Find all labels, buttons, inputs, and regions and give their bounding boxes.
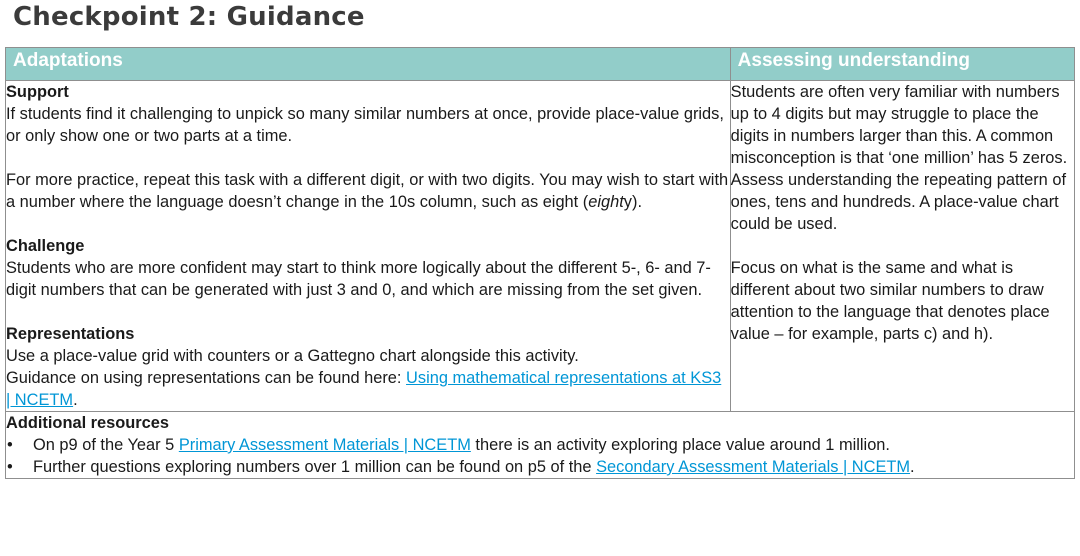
adaptations-header: Adaptations: [6, 48, 731, 81]
assessing-paragraph-2: Focus on what is the same and what is different about two similar numbers to draw attention to the language that denotes place value – for example, parts c) and h).: [730, 259, 1050, 343]
additional-resources-heading: Additional resources: [6, 414, 170, 432]
assessing-understanding-cell: [730, 81, 1074, 412]
assessing-understanding-header: Assessing understanding: [730, 48, 1074, 81]
challenge-heading: Challenge: [6, 237, 85, 255]
support-heading: Support: [6, 83, 69, 101]
representations-section: [6, 323, 730, 411]
support-p2-italic: eight: [588, 193, 624, 211]
additional-resources-cell: [6, 412, 1075, 479]
page-title: Checkpoint 2: Guidance: [13, 2, 365, 32]
representations-paragraph-2: [6, 367, 730, 411]
resource-1-text: On p9 of the Year 5: [33, 436, 179, 454]
bullet-icon: •: [7, 436, 13, 454]
challenge-paragraph: Students who are more confident may start to think more logically about the different 5-, 6- and 7-digit numbers that can be generated with just 3 and 0, and which are missing from the set given.: [6, 259, 711, 299]
content-row: [6, 81, 1075, 412]
list-item: [6, 456, 1074, 478]
header-row: [6, 48, 1075, 81]
resource-2-end: .: [910, 458, 915, 476]
resource-1-end: there is an activity exploring place value around 1 million.: [470, 436, 890, 454]
support-section: [6, 81, 730, 213]
support-paragraph-1: If students find it challenging to unpick so many similar numbers at once, provide place-value grids, or only show one or two parts at a time.: [6, 105, 724, 145]
representations-p2-text: Guidance on using representations can be found here:: [6, 369, 407, 387]
list-item: [6, 434, 1074, 456]
secondary-assessment-materials-link[interactable]: Secondary Assessment Materials | NCETM: [596, 458, 911, 476]
support-p2-text: For more practice, repeat this task with a different digit, or with two digits. You may wish to start with a number where the language doesn’t change in the 10s column, such as eight (: [6, 171, 729, 211]
representations-ks3-link[interactable]: Using mathematical representations at KS3 | NCETM: [6, 369, 722, 409]
assessing-paragraph-1: Students are often very familiar with numbers up to 4 digits but may struggle to place the digits in numbers larger than this. A common misconception is that ‘one million’ has 5 zeros. Assess understanding the repeating pattern of ones, tens and hundreds. A place-value chart could be used.: [730, 83, 1068, 233]
support-paragraph-2: [6, 169, 730, 213]
support-p2-end: y).: [623, 193, 643, 211]
resource-2-text: Further questions exploring numbers over 1 million can be found on p5 of the: [33, 458, 597, 476]
bullet-icon: •: [7, 458, 13, 476]
primary-assessment-materials-link[interactable]: Primary Assessment Materials | NCETM: [178, 436, 471, 454]
adaptations-cell: [6, 81, 731, 412]
resources-row: [6, 412, 1075, 479]
representations-paragraph-1: Use a place-value grid with counters or a Gattegno chart alongside this activity.: [6, 347, 579, 365]
representations-heading: Representations: [6, 325, 135, 343]
representations-p2-end: .: [73, 391, 78, 409]
guidance-table: [5, 47, 1075, 479]
additional-resources-list: [6, 434, 1074, 478]
challenge-section: [6, 235, 730, 301]
